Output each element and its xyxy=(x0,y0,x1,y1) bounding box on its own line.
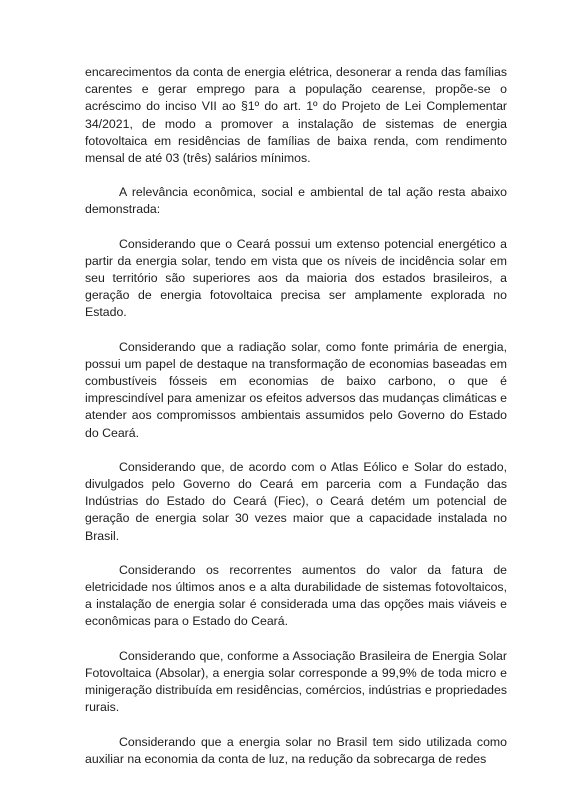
paragraph-4: Considerando que a radiação solar, como fonte primária de energia, possui um papel de destaque na transformação de economias baseadas em combustíveis fósseis em economias de baixo carbono, o que é imprescindível para amenizar os efeitos adversos das mudanças climáticas e atender aos compromissos ambientais assumidos pelo Governo do Estado do Ceará. xyxy=(85,339,507,440)
paragraph-8: Considerando que a energia solar no Brasil tem sido utilizada como auxiliar na economia da conta de luz, na redução da sobrecarga de redes xyxy=(85,734,507,766)
paragraph-6: Considerando os recorrentes aumentos do valor da fatura de eletricidade nos últimos anos e a alta durabilidade de sistemas fotovoltaicos, a instalação de energia solar é considerada uma das opções mais viáveis e econômicas para o Estado do Ceará. xyxy=(85,562,507,629)
paragraph-2: A relevância econômica, social e ambiental de tal ação resta abaixo demonstrada: xyxy=(85,185,507,217)
paragraph-3: Considerando que o Ceará possui um extenso potencial energético a partir da energia solar, tendo em vista que os níveis de incidência solar em seu território são superiores aos da maioria dos estados brasileiros, a geração de energia fotovoltaica precisa ser amplamente explorada no Estado. xyxy=(85,236,507,320)
paragraph-5: Considerando que, de acordo com o Atlas Eólico e Solar do estado, divulgados pelo Governo do Ceará em parceria com a Fundação das Indústrias do Estado do Ceará (Fiec), o Ceará detém um potencial de geração de energia solar 30 vezes maior que a capacidade instalada no Brasil. xyxy=(85,459,507,543)
paragraph-1: encarecimentos da conta de energia elétrica, desonerar a renda das famílias carentes e gerar emprego para a população cearense, propõe-se o acréscimo do inciso VII ao §1º do art. 1º do Projeto de Lei Complementar 34/2021, de modo a promover a instalação de sistemas de energia fotovoltaica em residências de famílias de baixa renda, com rendimento mensal de até 03 (três) salários mínimos. xyxy=(85,65,507,166)
document-page xyxy=(85,64,507,768)
paragraph-7: Considerando que, conforme a Associação Brasileira de Energia Solar Fotovoltaica (Absolar), a energia solar corresponde a 99,9% de toda micro e minigeração distribuída em residências, comércios, indústrias e propriedades rurais. xyxy=(85,648,507,715)
